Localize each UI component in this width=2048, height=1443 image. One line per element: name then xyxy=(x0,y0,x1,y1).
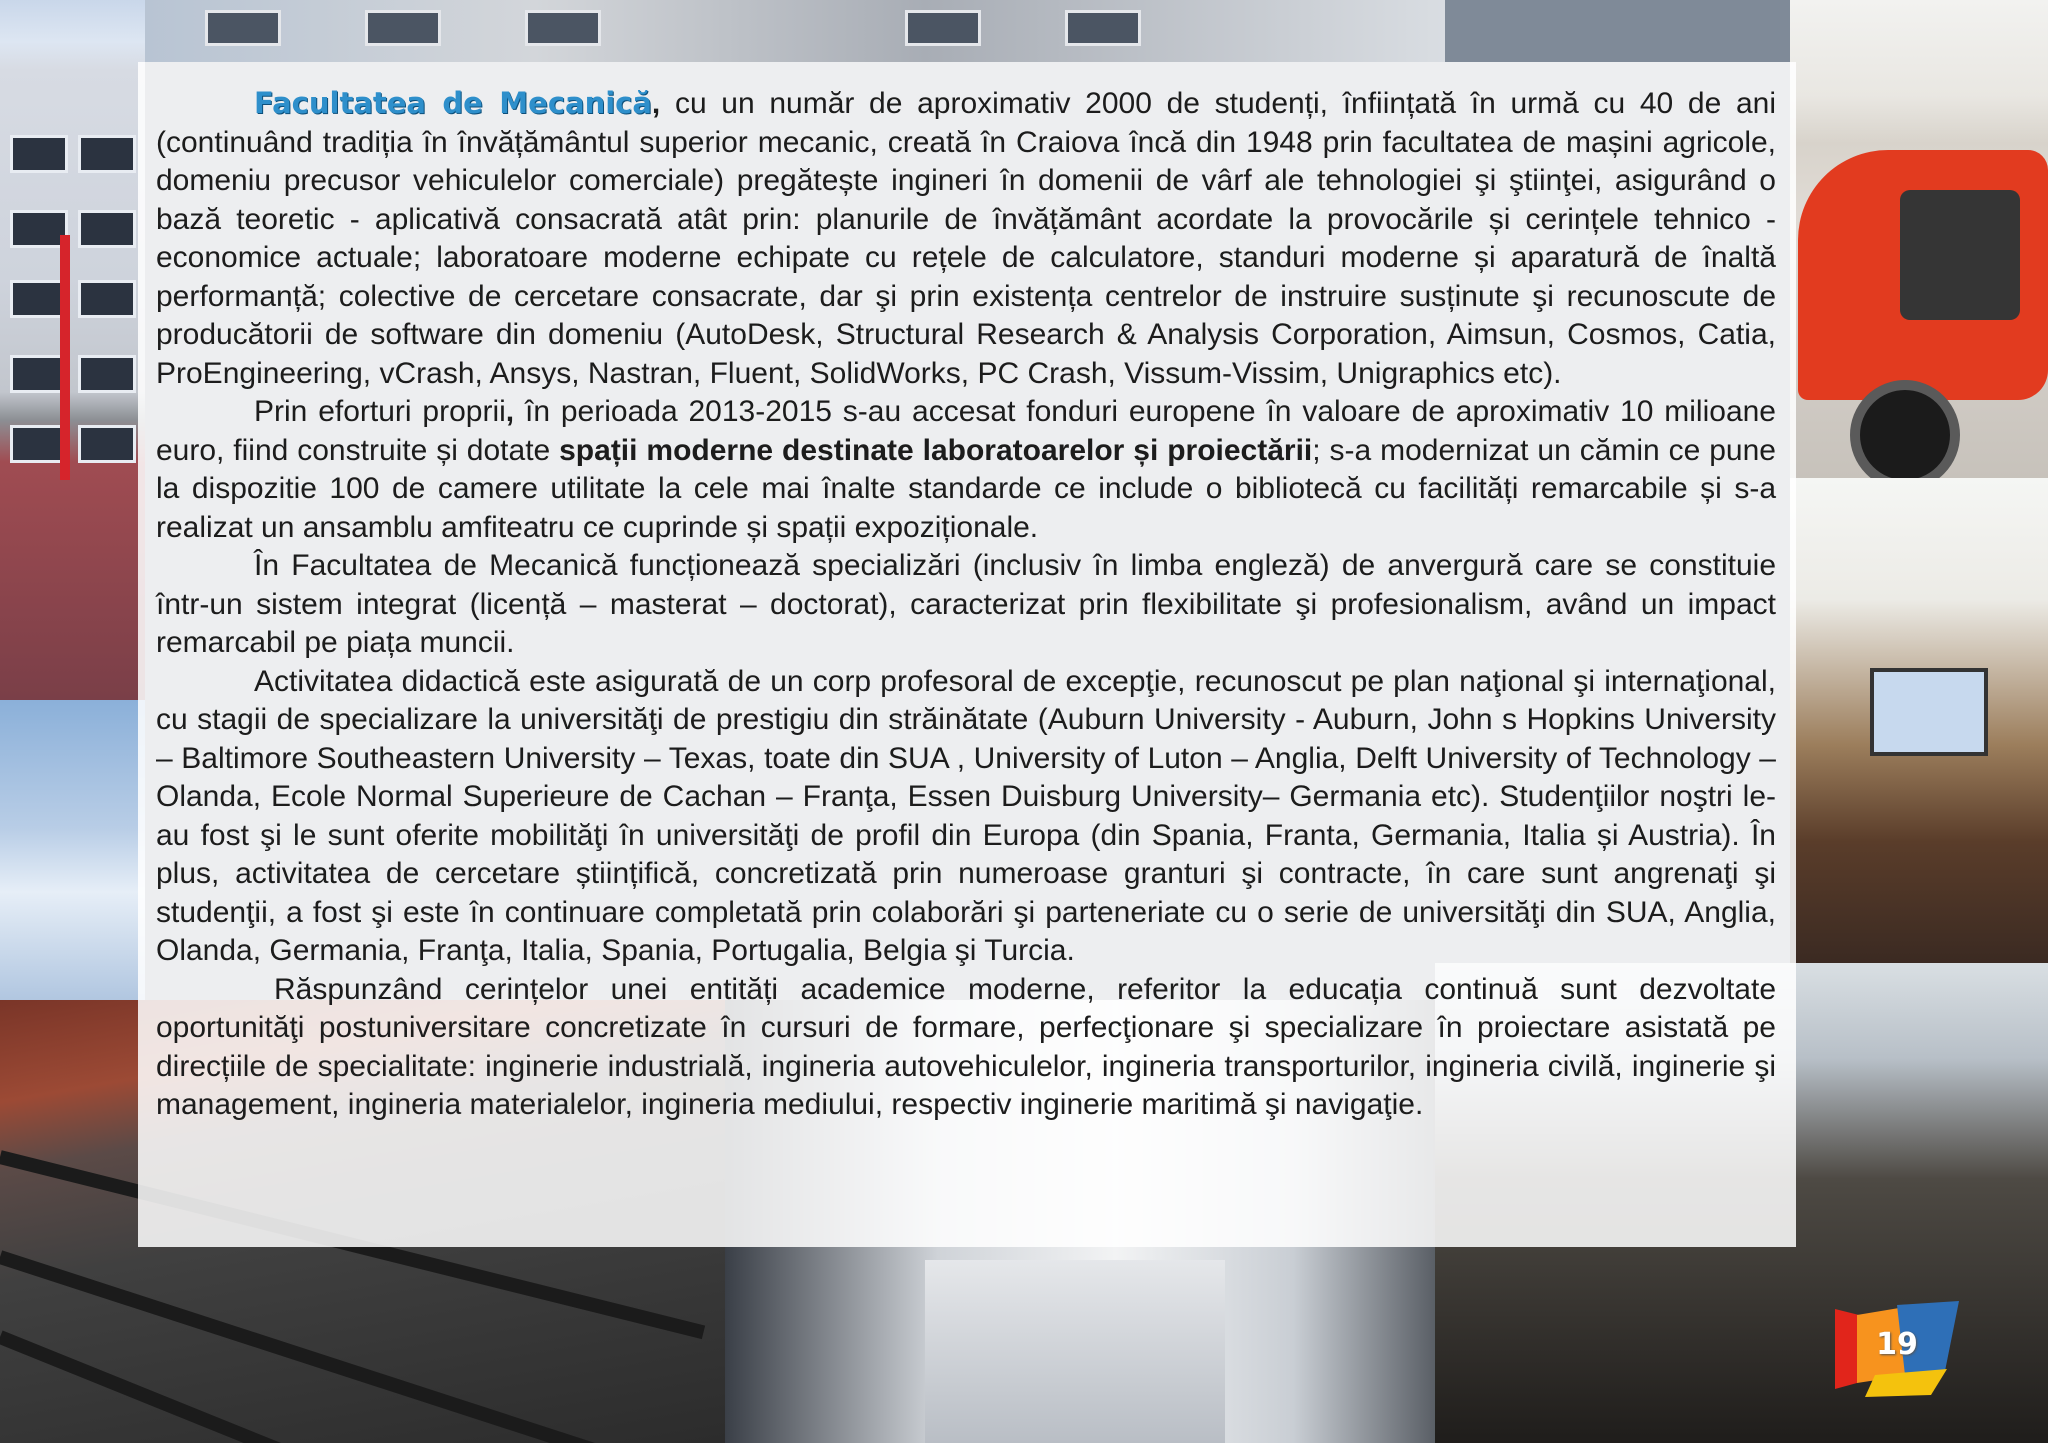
building-window xyxy=(525,10,601,46)
lecture-hall-photo xyxy=(1790,478,2048,963)
top-building-photo xyxy=(145,0,1445,62)
paragraph-4 xyxy=(156,663,1776,971)
page-number-badge xyxy=(1835,1297,1935,1397)
building-window xyxy=(1065,10,1141,46)
building-window xyxy=(205,10,281,46)
paragraph-3 xyxy=(156,547,1776,663)
text-panel xyxy=(138,62,1796,1247)
building-window xyxy=(78,355,136,393)
paragraph-3-body: În Facultatea de Mecanică funcționează specializări (inclusiv în limba engleză) de anvergură care se constituie într-un sistem integrat (licență – masterat – doctorat), caracterizat prin flexibilitate şi profesionalism, având un impact remarcabil pe piața muncii. xyxy=(156,549,1776,659)
page-number: 19 xyxy=(1876,1327,1918,1362)
paragraph-4-body: Activitatea didactică este asigurată de un corp profesoral de excepţie, recunoscut pe plan naţional şi internaţional, cu stagii de specializare la universităţi de prestigiu din străinătate (Auburn University - Auburn, John s Hopkins University – Baltimore Southeastern University – Texas, toate din SUA , University of Luton – Anglia, Delft University of Technology – Olanda, Ecole Normal Superieure de Cachan – Franţa, Essen Duisburg University– Germania etc). Studenţiilor noştri le-au fost şi le sunt oferite mobilităţi în universităţi de profil din Europa (din Spania, Franta, Germania, Italia și Austria). În plus, activitatea de cercetare științifică, concretizată prin numeroase granturi şi contracte, în care sunt angrenaţi şi studenţii, a fost şi este în continuare completată prin colaborări şi parteneriate cu o serie de universităţi din SUA, Anglia, Olanda, Germania, Franţa, Italia, Spania, Portugalia, Belgia şi Turcia. xyxy=(156,664,1776,967)
modern-spaces-highlight: spații moderne destinate laboratoarelor și proiectării xyxy=(559,433,1313,467)
paragraph-2-end: ; s-a modernizat un cămin ce pune la dispozitie 100 de camere utilitate la cele mai înalte standarde ce include o bibliotecă cu facilități remarcabile și s-a realizat un ansamblu amfiteatru ce cuprinde și spații expoziționale. xyxy=(156,433,1776,544)
paragraph-1-body: cu un număr de aproximativ 2000 de studenți, înființată în urmă cu 40 de ani (continuând tradiția în învățământul superior mecanic, creată în Craiova încă din 1948 prin facultatea de mașini agricole, domeniu precusor vehiculelor comerciale) pregătește ingineri în domenii de vârf ale tehnologiei şi ştiinţei, asigurând o bază teoretic - aplicativă consacrată atât prin: planurile de învățământ acordate la provocările și cerințele tehnico - economice actuale; laboratoare moderne echipate cu rețele de calculatore, standuri moderne și aparatură de înaltă performanță; colective de cercetare consacrate, dar şi prin existența centrelor de instruire susținute şi recunoscute de producătorii de software din domeniu (AutoDesk, Structural Research & Analysis Corporation, Aimsun, Cosmos, Catia, ProEngineering, vCrash, Ansys, Nastran, Fluent, SolidWorks, PC Crash, Vissum-Vissim, Unigraphics etc). xyxy=(156,87,1776,390)
paragraph-5 xyxy=(156,971,1776,1125)
paragraph-1 xyxy=(156,84,1776,393)
paragraph-2 xyxy=(156,393,1776,547)
automotive-lab-car-photo xyxy=(1790,0,2048,478)
railing-bar xyxy=(0,1331,675,1443)
building-window xyxy=(78,210,136,248)
faculty-building-photo xyxy=(0,0,145,700)
faculty-name: Facultatea de Mecanică xyxy=(254,86,652,120)
building-window xyxy=(365,10,441,46)
building-window xyxy=(78,135,136,173)
projection-screen xyxy=(1870,668,1988,756)
sky-photo xyxy=(0,700,145,1020)
building-window xyxy=(78,425,136,463)
car-engine xyxy=(1900,190,2020,320)
building-window xyxy=(905,10,981,46)
paragraph-2-start: Prin eforturi proprii xyxy=(254,395,506,428)
building-window xyxy=(78,280,136,318)
paragraph-5-body: Răspunzând cerințelor unei entități academice moderne, referitor la educația continuă sunt dezvoltate oportunităţi postuniversitare concretizate în cursuri de formare, perfecţionare şi specializare în proiectare asistată pe direcțiile de specialitate: inginerie industrială, ingineria autovehiculelor, ingineria transporturilor, ingineria civilă, inginerie şi management, ingineria materialelor, ingineria mediului, respectiv inginerie maritimă şi navigaţie. xyxy=(156,972,1776,1121)
paragraph-2-comma: , xyxy=(505,395,515,428)
building-window xyxy=(10,135,68,173)
corridor-floor xyxy=(925,1260,1225,1443)
railing-bar xyxy=(0,1250,692,1443)
red-facade-stripe xyxy=(60,235,70,480)
paragraph-2-middle: în perioada 2013-2015 s-au accesat fonduri europene în valoare de aproximativ 10 milioane euro, fiind construite și dotate xyxy=(156,395,1776,467)
faculty-name-comma: , xyxy=(651,87,661,120)
